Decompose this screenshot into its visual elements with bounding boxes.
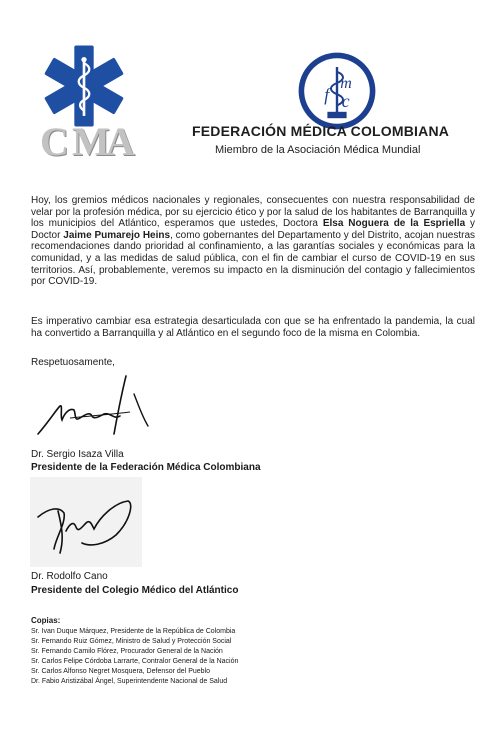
signatory-2-title: Presidente del Colegio Médico del Atlántico (31, 585, 239, 596)
fmc-emblem-logo (297, 51, 377, 131)
signatory-1-title: Presidente de la Federación Médica Colombiana (31, 462, 261, 473)
copy-recipient: Sr. Ivan Duque Márquez, Presidente de la República de Colombia (31, 628, 236, 635)
mayor-name-1: Elsa Noguera de la Espriella (322, 218, 466, 230)
copy-recipient: Dr. Fabio Aristizábal Ángel, Superintendente Nacional de Salud (31, 678, 228, 685)
copy-recipient: Sr. Carlos Felipe Córdoba Larrarte, Contralor General de la Nación (31, 658, 239, 665)
signature-2-image (30, 477, 142, 567)
cma-letter-m: M (72, 119, 110, 164)
p1-text-a: Hoy, los gremios médicos nacionales y regionales, consecuentes con nuestra responsabilidad de velar por la profesión médica, por su ejercicio ético y por la salud de los habitantes de Barranquilla y los municipios del Atlántico, esperamos que ustedes, Doctora (31, 195, 475, 230)
cma-letter-a: A (106, 119, 135, 164)
copy-recipient: Sr. Fernando Camilo Flórez, Procurador General de la Nación (31, 648, 223, 655)
fmc-letter-f: f (324, 84, 330, 105)
letter-paragraph-2: Es imperativo cambiar esa estrategia desarticulada con que se ha enfrentado la pandemia, la cual ha convertido a Barranquilla y al Atlántico en el segundo foco de la misma en Colombia. (31, 316, 475, 339)
copy-recipient: Sr. Carlos Alfonso Negret Mosquera, Defensor del Pueblo (31, 668, 210, 675)
fmc-letter-c: c (341, 91, 350, 111)
fmc-letter-m: m (340, 74, 352, 92)
mayor-name-2: Jaime Pumarejo Heins (63, 229, 171, 241)
cma-star-of-life-logo (40, 42, 128, 130)
signatory-1-name: Dr. Sergio Isaza Villa (31, 449, 124, 460)
copies-label: Copias: (31, 616, 61, 625)
signature-1-image (30, 372, 160, 442)
cma-letter-c: C (40, 119, 69, 164)
letter-paragraph-1 (31, 195, 475, 288)
copy-recipient: Sr. Fernando Ruiz Gómez, Ministro de Salud y Protección Social (31, 638, 232, 645)
p1-text-c: y Doctor (31, 218, 476, 241)
signatory-2-name: Dr. Rodolfo Cano (31, 571, 108, 582)
signature-2-strokes (30, 477, 142, 567)
p1-text-e: , como gobernantes del Departamento y del Distrito, acojan nuestras recomendaciones dando prioridad al confinamiento, a las garantías sociales y económicas para la comunidad, y a las medidas de salud pública, con el fin de cambiar el curso de COVID-19 en sus territorios. Así, probablemente, veremos su impacto en la disminución del contagio y fallecimientos por COVID-19. (31, 229, 476, 288)
cma-logo-letters (40, 118, 135, 164)
copies-list (31, 627, 238, 687)
federation-subtitle: Miembro de la Asociación Médica Mundial (215, 144, 421, 156)
federation-title: FEDERACIÓN MÉDICA COLOMBIANA (192, 123, 450, 139)
closing-salutation: Respetuosamente, (31, 357, 115, 368)
